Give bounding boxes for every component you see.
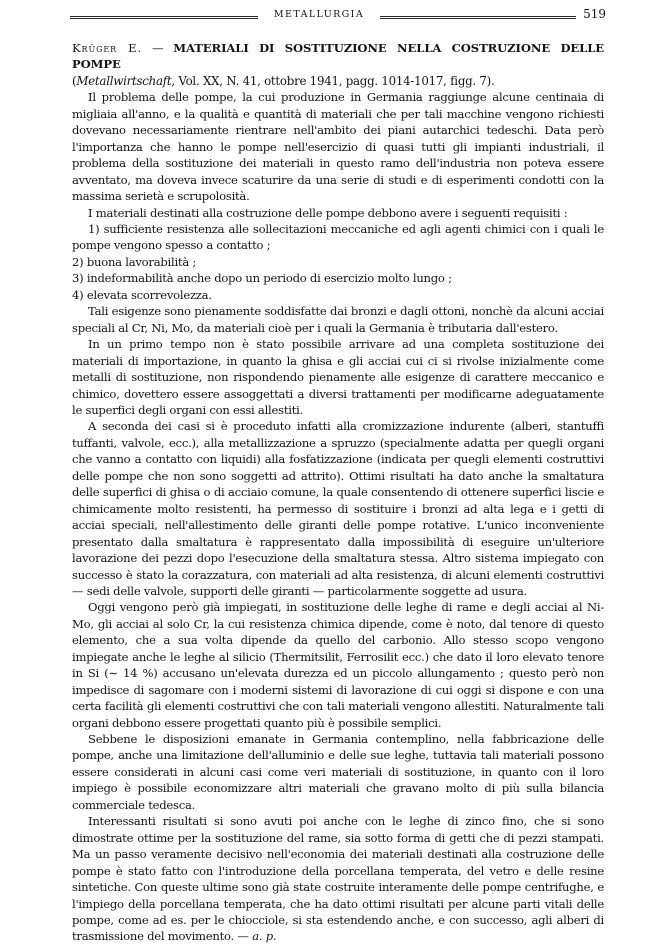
header-rule-left: [70, 16, 258, 19]
paragraph: Il problema delle pompe, la cui produzione in Germania raggiunge alcune centinaia di migliaia all'anno, e la qualità e quantità di materiali che per tali macchine vengono richiesti dovevano necessariamente rientrare nell'ambito dei piani autarchici tedeschi. Data però l'importanza che hanno le pompe nell'esercizio di quasi tutti gli impianti industriali, il problema della sostituzione dei materiali in questo ramo dell'industria non poteva essere avventato, ma doveva invece scaturire da una serie di studi e di esperimenti condotti con la massima serietà e scrupolosità.: [72, 90, 604, 204]
paragraph: A seconda dei casi si è proceduto infatti alla cromizzazione indurente (alberi, stantuffi tuffanti, valvole, ecc.), alla metallizzazione a spruzzo (specialmente adatta per quegli organi che vanno a contatto con liquidi) alla fosfatizzazione (indicata per quegli elementi costruttivi delle pompe che non sono soggetti ad attrito). Ottimi risultati ha dato anche la smaltatura delle superfici di ghisa o di acciaio comune, la quale consentendo di ottenere superfici liscie e chimicamente molto resistenti, ha permesso di sostituire i bronzi ad alta lega e i getti di acciai speciali, nell'allestimento delle giranti delle pompe rotative. L'unico inconveniente presentato dalla smaltatura è rappresentato dalla impossibilità di eseguire un'ulteriore lavorazione dei pezzi dopo l'esecuzione della smaltatura stessa. Altro sistema impiegato con successo è stato la corazzatura, con materiali ad alta resistenza, di alcuni elementi costruttivi — sedi delle valvole, supporti delle giranti — particolarmente soggette ad usura.: [72, 419, 604, 598]
article-title: MATERIALI DI SOSTITUZIONE NELLA COSTRUZIONE DELLE POMPE: [72, 41, 605, 72]
paragraph-final: [72, 813, 604, 945]
paragraph: I materiali destinati alla costruzione delle pompe debbono avere i seguenti requisiti :: [88, 205, 568, 220]
paragraph: Sebbene le disposizioni emanate in Germania contemplino, nella fabbricazione delle pompe, anche una limitazione dell'alluminio e delle sue leghe, tuttavia tali materiali possono essere considerati in alcuni casi come veri materiali di sostituzione, in quanto con il loro impiego è possibile economizzare altri materiali che gravano molto di più sulla bilancia commerciale tedesca.: [72, 732, 604, 812]
title-separator: —: [152, 41, 164, 55]
section-title: METALLURGIA: [273, 9, 365, 20]
article-source: (Metallwirtschaft, Vol. XX, N. 41, ottobre 1941, pagg. 1014-1017, figg. 7).: [72, 73, 495, 88]
running-head: [70, 6, 606, 22]
author: Krüger E.: [72, 41, 143, 55]
paragraph: Oggi vengono però già impiegati, in sostituzione delle leghe di rame e degli acciai al Ni-Mo, gli acciai al solo Cr, la cui resistenza chimica dipende, come è noto, dal tenore di questo elemento, che a sua volta dipende da quello del carbonio. Allo stesso scopo vengono impiegate anche le leghe al silicio (Thermitsilit, Ferrosilit ecc.) che dato il loro elevato tenore in Si (∼ 14 %) accusano un'elevata durezza ed un piccolo allungamento ; questo però non impedisce di sagomare con i moderni sistemi di lavorazione di cui oggi si dispone e con una certa facilità gli elementi costruttivi che con tali materiali vengono allestiti. Naturalmente tali organi debbono essere progettati quanto più è possibile semplici.: [72, 600, 604, 730]
final-paragraph-text: Interessanti risultati si sono avuti poi anche con le leghe di zinco fino, che si sono dimostrate ottime per la sostituzione del rame, sia sotto forma di getti che di pezzi stampati. Ma un passo veramente decisivo nell'economia dei materiali destinati alla costruzione delle pompe è stato fatto con l'introduzione della porcellana temperata, del vetro e delle resine sintetiche. Con queste ultime sono già state costruite interamente delle pompe centrifughe, e l'impiego della porcellana temperata, che ha dato ottimi risultati per alcune parti vitali delle pompe, come ad es. per le chiocciole, si sta estendendo anche, e con successo, agli alberi di trasmissione del movimento. —: [72, 814, 604, 944]
paragraph: Tali esigenze sono pienamente soddisfatte dai bronzi e dagli ottoni, nonchè da alcuni acciai speciali al Cr, Ni, Mo, da materiali cioè per i quali la Germania è tributaria dall'estero.: [72, 304, 604, 335]
article: [72, 40, 604, 945]
requirement-item: 1) sufficiente resistenza alle sollecitazioni meccaniche ed agli agenti chimici con i quali le pompe vengono spesso a contatto ;: [72, 221, 604, 253]
requirement-item: 3) indeformabilità anche dopo un periodo di esercizio molto lungo ;: [72, 271, 452, 286]
signature: a. p.: [252, 929, 277, 944]
page-number: 519: [583, 7, 606, 21]
source-details: Vol. XX, N. 41, ottobre 1941, pagg. 1014-1017, figg. 7).: [178, 73, 495, 88]
header-rule-right: [380, 16, 576, 19]
article-heading: [72, 40, 604, 73]
requirement-item: 4) elevata scorrevolezza.: [72, 287, 212, 302]
requirement-item: 2) buona lavorabilità ;: [72, 254, 197, 269]
source-journal: Metallwirtschaft: [76, 73, 172, 88]
paragraph: In un primo tempo non è stato possibile arrivare ad una completa sostituzione dei materiali di importazione, in quanto la ghisa e gli acciai cui ci si rivolse inizialmente come metalli di sostituzione, non rispondendo pienamente alle esigenze di carattere meccanico e chimico, dovettero essere assoggettati a diversi trattamenti per modificarne adeguatamente le superfici degli organi con essi allestiti.: [72, 337, 604, 417]
